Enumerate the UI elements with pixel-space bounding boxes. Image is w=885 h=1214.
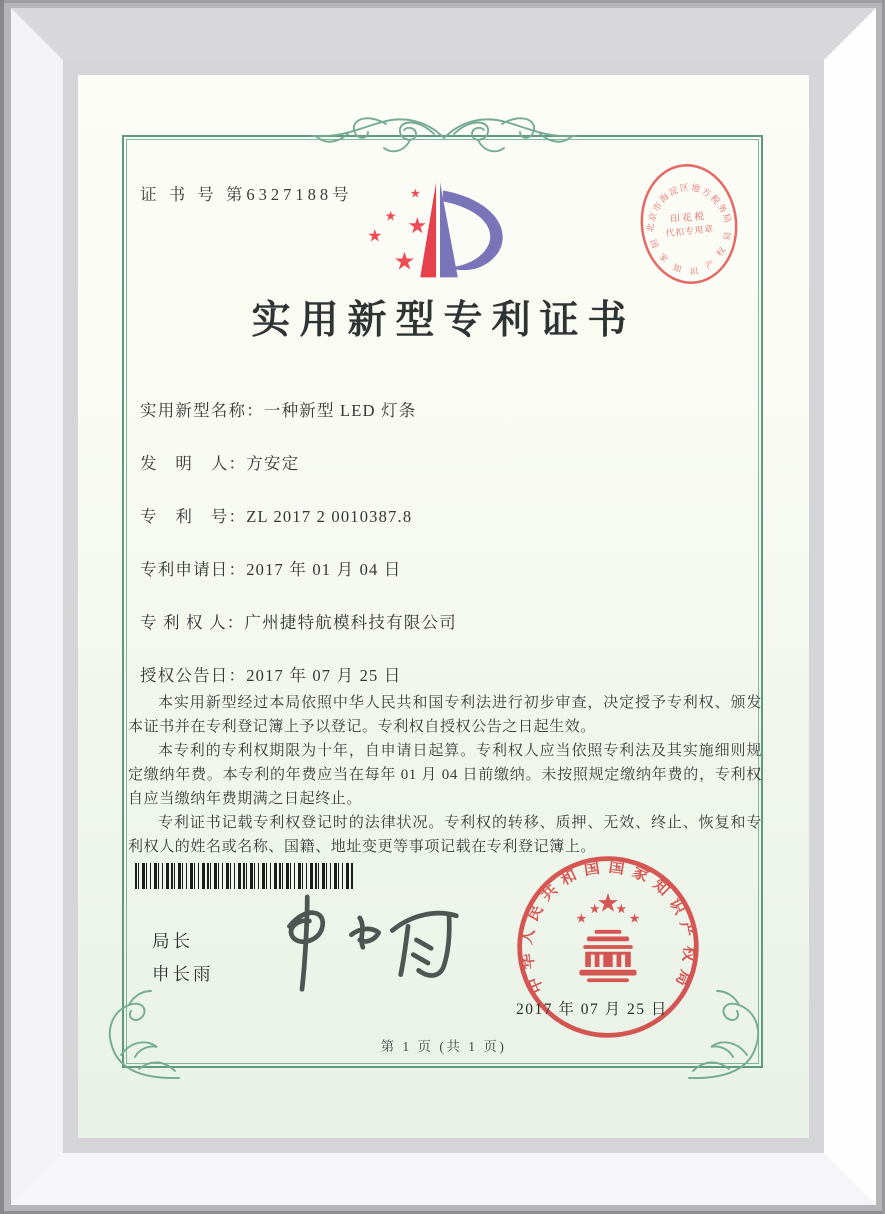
field-patentee	[140, 609, 457, 633]
svg-text:家: 家	[657, 251, 670, 265]
tax-stamp-top-arc-text: 北京市海淀区地方税务局	[644, 182, 734, 233]
field-value: 2017 年 01 月 04 日	[246, 560, 402, 579]
field-label: 专 利 权 人：	[140, 613, 245, 632]
field-value: 广州捷特航模科技有限公司	[244, 613, 457, 632]
field-grant-date	[140, 662, 402, 686]
picture-frame	[11, 8, 876, 1205]
field-filing-date	[140, 556, 402, 580]
issue-date: 2017 年 07 月 25 日	[516, 1001, 668, 1018]
field-value: 方安定	[246, 454, 300, 473]
field-label: 发 明 人：	[140, 454, 247, 473]
svg-text:产: 产	[704, 259, 716, 272]
top-flourish-ornament	[308, 108, 580, 166]
field-label: 专 利 号：	[140, 507, 247, 526]
field-inventor	[140, 450, 299, 474]
certificate-paper	[78, 75, 809, 1138]
field-patent-number	[140, 503, 412, 527]
cnipa-logo-icon	[362, 173, 520, 287]
director-signature	[260, 887, 470, 995]
legal-paragraph: 本实用新型经过本局依照中华人民共和国专利法进行初步审查，决定授予专利权、颁发本证书并在专利登记簿上予以登记。专利权自授权公告之日起生效。	[128, 695, 762, 735]
legal-paragraph: 专利证书记载专利权登记时的法律状况。专利权的转移、质押、无效、终止、恢复和专利权人的姓名或名称、国籍、地址变更等事项记载在专利登记簿上。	[128, 815, 762, 855]
national-emblem	[576, 893, 639, 982]
signer-name: 申长雨	[152, 964, 214, 984]
signer-block	[152, 925, 214, 991]
seal-ring-text: 中华人民共和国国家知识产权局	[518, 858, 698, 996]
certificate-number: 证 书 号 第6327188号	[140, 185, 353, 204]
tax-stamp-seal	[619, 149, 759, 299]
tax-stamp-bottom-arc-text	[648, 230, 737, 280]
tax-stamp-center-line2: 代扣专用章	[665, 223, 715, 239]
field-utility-model-name	[140, 397, 416, 421]
signer-title: 局长	[152, 931, 193, 951]
svg-text:权: 权	[715, 245, 728, 258]
svg-text:识: 识	[689, 266, 699, 277]
legal-paragraph: 本专利的专利权期限为十年，自申请日起算。专利权人应当依照专利法及其实施细则规定缴纳年费。本专利的年费应当在每年 01 月 04 日前缴纳。未按照规定缴纳年费的，专利权自应当缴纳年费期满之日起终止。	[128, 743, 762, 807]
barcode	[135, 863, 353, 889]
page-footer: 第 1 页 (共 1 页)	[380, 1039, 507, 1054]
tax-stamp-center-line1: 印花税	[669, 210, 708, 226]
field-value: 一种新型 LED 灯条	[263, 401, 417, 420]
field-label: 授权公告日：	[140, 666, 247, 685]
svg-text:国: 国	[648, 238, 660, 250]
legal-text-block	[128, 691, 762, 859]
field-label: 实用新型名称：	[140, 401, 264, 420]
field-label: 专利申请日：	[140, 560, 247, 579]
field-value: ZL 2017 2 0010387.8	[246, 507, 413, 526]
svg-text:局: 局	[722, 231, 733, 242]
field-value: 2017 年 07 月 25 日	[246, 666, 402, 685]
certificate-title: 实用新型专利证书	[251, 299, 636, 342]
svg-text:知: 知	[671, 262, 683, 275]
